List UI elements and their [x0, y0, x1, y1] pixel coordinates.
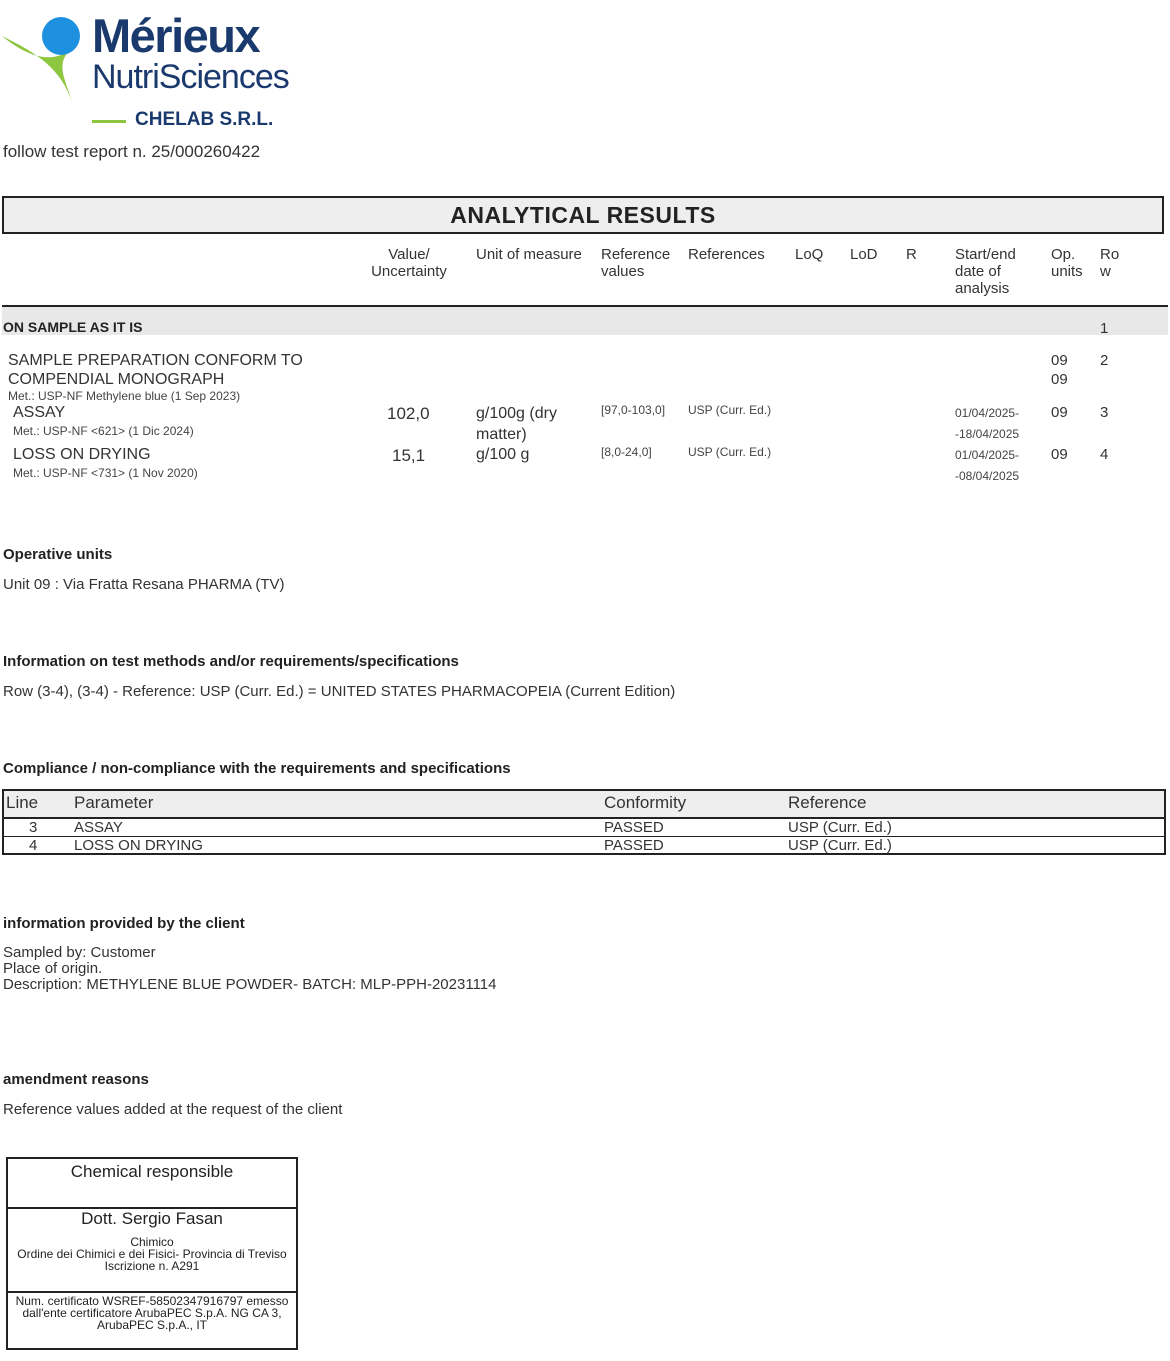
prep-row: 2 [1100, 352, 1109, 369]
lod-test-references: USP (Curr. Ed.) [688, 445, 772, 459]
col-header-value: Value/ Uncertainty [371, 246, 447, 280]
follow-report-reference: follow test report n. 25/000260422 [3, 142, 261, 161]
logo-line3: CHELAB S.R.L. [135, 109, 274, 130]
assay-references: USP (Curr. Ed.) [688, 403, 772, 417]
logo-line1: Mérieux [92, 9, 260, 62]
section-band [2, 307, 1168, 335]
section-row-number: 1 [1100, 320, 1109, 337]
assay-op-units: 09 [1051, 404, 1068, 421]
compliance-header-reference: Reference [788, 793, 867, 812]
test-methods-text: Row (3-4), (3-4) - Reference: USP (Curr. Ed.) = UNITED STATES PHARMACOPEIA (Current Edition) [3, 683, 676, 700]
logo-line2: NutriSciences [92, 58, 289, 96]
lod-test-name: LOSS ON DRYING [13, 446, 151, 463]
compliance-header-line: Line [6, 793, 39, 812]
prep-method: Met.: USP-NF Methylene blue (1 Sep 2023) [8, 389, 241, 403]
compliance-reference: USP (Curr. Ed.) [788, 837, 892, 854]
amendment-text: Reference values added at the request of the client [3, 1101, 343, 1118]
compliance-header-conformity: Conformity [604, 793, 687, 812]
results-title: ANALYTICAL RESULTS [450, 202, 716, 228]
col-header-dates: Start/end date of analysis [955, 246, 1016, 297]
test-methods-title: Information on test methods and/or requirements/specifications [3, 653, 459, 670]
client-description: Description: METHYLENE BLUE POWDER- BATCH: MLP-PPH-20231114 [3, 976, 497, 993]
table-row [4, 819, 1164, 837]
lod-test-value: 15,1 [392, 446, 426, 465]
assay-value: 102,0 [387, 404, 430, 423]
operative-units-title: Operative units [3, 546, 113, 563]
col-header-r: R [906, 246, 917, 263]
assay-method: Met.: USP-NF <621> (1 Dic 2024) [13, 424, 194, 438]
signature-role: Chemical responsible [70, 1162, 234, 1181]
signature-certificate: Num. certificato WSREF-58502347916797 emesso dall'ente certificatore ArubaPEC S.p.A. NG CA 3, ArubaPEC S.p.A., IT [15, 1294, 289, 1332]
compliance-title: Compliance / non-compliance with the requirements and specifications [3, 760, 511, 777]
signature-box [6, 1157, 298, 1350]
lod-test-unit: g/100 g [476, 446, 530, 463]
client-place-of-origin: Place of origin. [3, 960, 103, 977]
lod-test-reference-values: [8,0-24,0] [601, 445, 652, 459]
col-header-op-units: Op. units [1051, 246, 1083, 280]
client-info-title: information provided by the client [3, 915, 245, 932]
compliance-header-row [4, 791, 1164, 819]
logo-divider [92, 120, 126, 123]
lod-test-dates: 01/04/2025- -08/04/2025 [955, 448, 1020, 483]
lod-test-row: 4 [1100, 446, 1109, 463]
col-header-lod: LoD [850, 246, 878, 263]
compliance-conformity: PASSED [604, 837, 664, 854]
compliance-parameter: ASSAY [74, 819, 123, 836]
col-header-references: References [688, 246, 765, 263]
signature-name: Dott. Sergio Fasan [81, 1209, 223, 1228]
prep-op-units: 09 09 [1051, 352, 1068, 388]
assay-unit: g/100g (dry matter) [476, 405, 557, 443]
compliance-parameter: LOSS ON DRYING [74, 837, 203, 854]
amendment-title: amendment reasons [3, 1071, 149, 1088]
operative-units-text: Unit 09 : Via Fratta Resana PHARMA (TV) [3, 576, 285, 593]
compliance-header-parameter: Parameter [74, 793, 154, 812]
col-header-unit: Unit of measure [476, 246, 582, 263]
results-title-box [2, 196, 1164, 234]
compliance-conformity: PASSED [604, 819, 664, 836]
client-info-block [3, 945, 496, 993]
logo-mark-icon [0, 10, 100, 110]
client-sampled-by: Sampled by: Customer [3, 944, 156, 961]
lod-test-method: Met.: USP-NF <731> (1 Nov 2020) [13, 466, 198, 480]
compliance-line: 4 [29, 837, 38, 854]
col-header-loq: LoQ [795, 246, 824, 263]
section-label: ON SAMPLE AS IT IS [3, 319, 143, 335]
signature-divider [8, 1291, 296, 1293]
compliance-reference: USP (Curr. Ed.) [788, 819, 892, 836]
prep-name: SAMPLE PREPARATION CONFORM TO COMPENDIAL MONOGRAPH [8, 352, 303, 388]
col-header-reference-values: Reference values [601, 246, 671, 280]
lod-test-op-units: 09 [1051, 446, 1068, 463]
col-header-row: Ro w [1100, 246, 1120, 280]
assay-dates: 01/04/2025- -18/04/2025 [955, 406, 1020, 441]
signature-details: Chimico Ordine dei Chimici e dei Fisici- Provincia di Treviso Iscrizione n. A291 [17, 1235, 287, 1273]
table-row [4, 837, 1164, 854]
assay-row: 3 [1100, 404, 1109, 421]
compliance-table [2, 789, 1166, 855]
compliance-line: 3 [29, 819, 38, 836]
assay-name: ASSAY [13, 404, 66, 421]
assay-reference-values: [97,0-103,0] [601, 403, 666, 417]
